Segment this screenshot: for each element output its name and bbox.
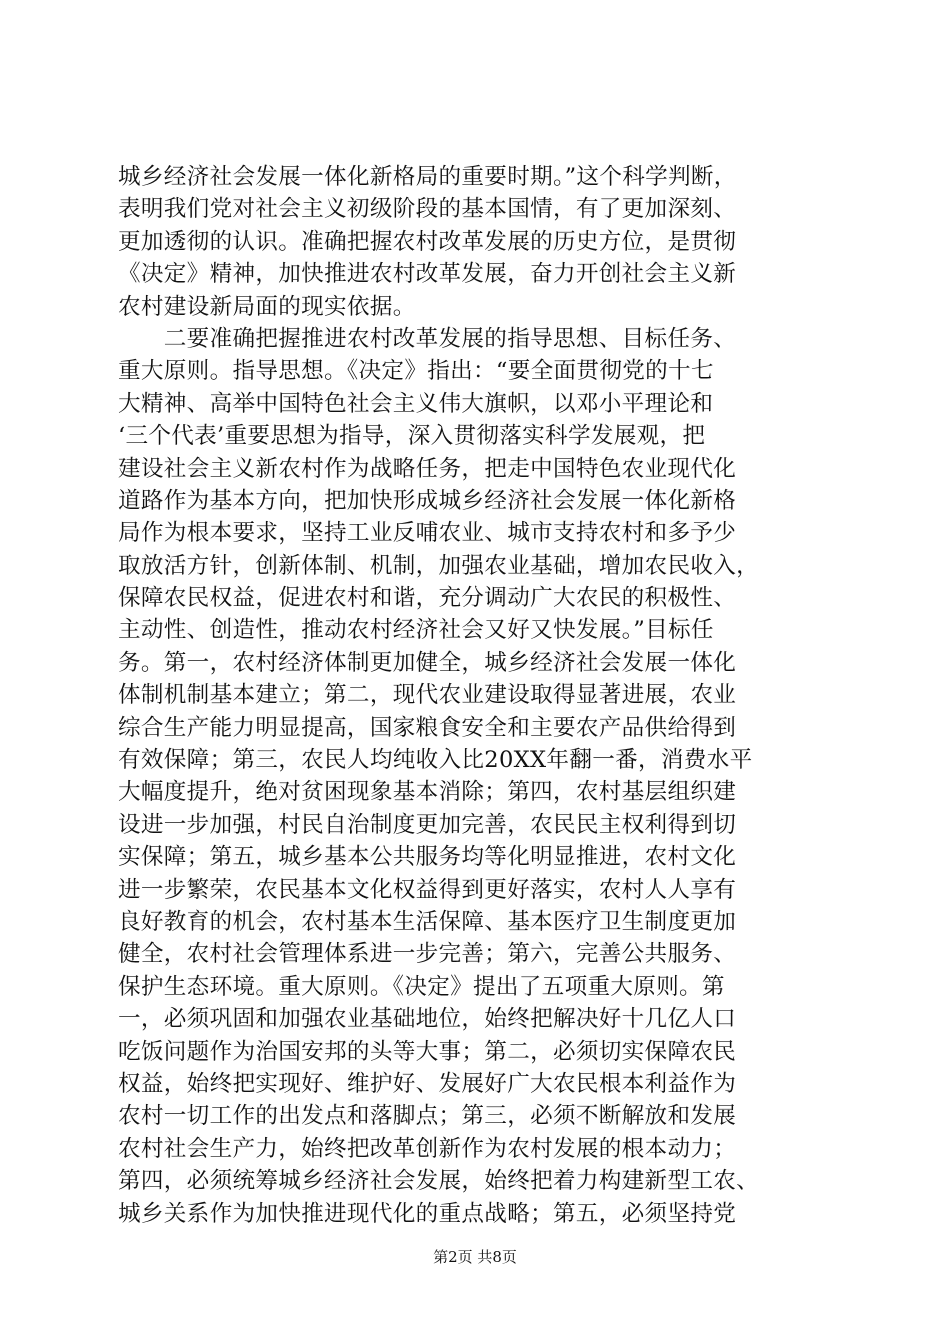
text-line: 综合生产能力明显提高，国家粮食安全和主要农产品供给得到 <box>118 714 737 741</box>
text-line: 《决定》精神，加快推进农村改革发展，奋力开创社会主义新 <box>118 261 737 288</box>
text-line: 保护生态环境。重大原则。《决定》提出了五项重大原则。第 <box>118 973 725 1000</box>
text-line: 农村一切工作的出发点和落脚点；第三，必须不断解放和发展 <box>118 1103 737 1130</box>
text-line: 实保障；第五，城乡基本公共服务均等化明显推进，农村文化 <box>118 844 737 871</box>
body-text <box>118 161 838 1230</box>
text-line: 一，必须巩固和加强农业基础地位，始终把解决好十几亿人口 <box>118 1006 737 1033</box>
text-line: 保障农民权益，促进农村和谐，充分调动广大农民的积极性、 <box>118 585 737 612</box>
text-line: 表明我们党对社会主义初级阶段的基本国情，有了更加深刻、 <box>118 196 737 223</box>
text-line: 更加透彻的认识。准确把握农村改革发展的历史方位，是贯彻 <box>118 228 737 255</box>
text-line: 健全，农村社会管理体系进一步完善；第六，完善公共服务、 <box>118 941 737 968</box>
text-line: 第四，必须统筹城乡经济社会发展，始终把着力构建新型工农、 <box>118 1168 760 1195</box>
text-line: 道路作为基本方向，把加快形成城乡经济社会发展一体化新格 <box>118 487 737 514</box>
text-line: 取放活方针，创新体制、机制，加强农业基础，增加农民收入， <box>118 552 760 579</box>
text-line: 体制机制基本建立；第二，现代农业建设取得显著进展，农业 <box>118 682 737 709</box>
text-line: 主动性、创造性，推动农村经济社会又好又快发展。”目标任 <box>118 617 714 644</box>
text-line: 建设社会主义新农村作为战略任务，把走中国特色农业现代化 <box>118 455 737 482</box>
text-line: 大精神、高举中国特色社会主义伟大旗帜，以邓小平理论和 <box>118 390 714 417</box>
text-line: 城乡关系作为加快推进现代化的重点战略；第五，必须坚持党 <box>118 1200 737 1227</box>
text-line: 进一步繁荣，农民基本文化权益得到更好落实，农村人人享有 <box>118 876 737 903</box>
text-line: 有效保障；第三，农民人均纯收入比20XX年翻一番，消费水平 <box>118 747 753 774</box>
text-line: ‘三个代表’重要思想为指导，深入贯彻落实科学发展观，把 <box>118 423 706 450</box>
text-line: 权益，始终把实现好、维护好、发展好广大农民根本利益作为 <box>118 1070 737 1097</box>
text-line: 二要准确把握推进农村改革发展的指导思想、目标任务、 <box>118 325 737 352</box>
text-line: 吃饭问题作为治国安邦的头等大事；第二，必须切实保障农民 <box>118 1038 737 1065</box>
text-line: 设进一步加强，村民自治制度更加完善，农民民主权利得到切 <box>118 811 737 838</box>
text-line: 城乡经济社会发展一体化新格局的重要时期。”这个科学判断， <box>118 164 737 190</box>
text-line: 大幅度提升，绝对贫困现象基本消除；第四，农村基层组织建 <box>118 779 737 806</box>
text-line: 局作为根本要求，坚持工业反哺农业、城市支持农村和多予少 <box>118 520 737 547</box>
text-line: 良好教育的机会，农村基本生活保障、基本医疗卫生制度更加 <box>118 908 737 935</box>
text-line: 务。第一，农村经济体制更加健全，城乡经济社会发展一体化 <box>118 649 737 676</box>
text-line: 重大原则。指导思想。《决定》指出：“要全面贯彻党的十七 <box>118 358 714 385</box>
text-line: 农村社会生产力，始终把改革创新作为农村发展的根本动力； <box>118 1135 737 1162</box>
page-footer: 第2页 共8页 <box>433 1248 517 1266</box>
text-line: 农村建设新局面的现实依据。 <box>118 293 416 320</box>
